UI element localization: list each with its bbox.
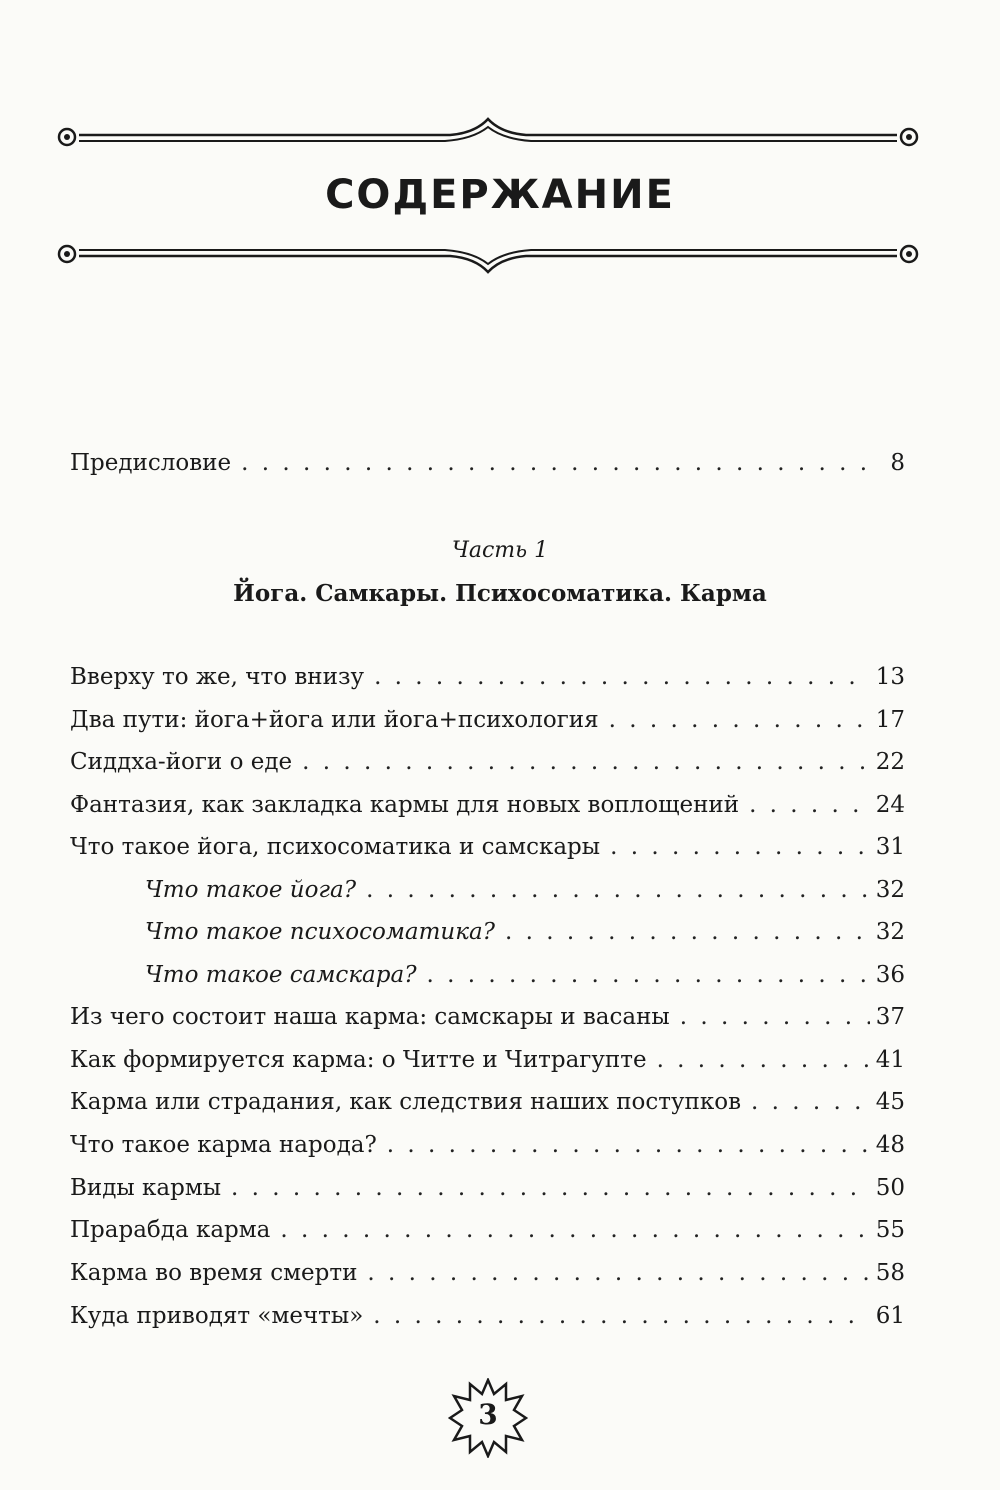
dot-leader <box>302 749 870 775</box>
toc-entry[interactable] <box>70 1089 905 1125</box>
toc-entry-label: Вверху то же, что внизу <box>70 664 365 690</box>
dot-leader <box>367 1260 869 1286</box>
toc-entry[interactable] <box>70 1047 905 1083</box>
toc-page-number: 58 <box>875 1260 905 1286</box>
part-title: Йога. Самкары. Психосоматика. Карма <box>233 580 767 607</box>
toc-entry[interactable] <box>70 792 905 828</box>
dot-leader <box>751 1089 870 1115</box>
toc-entry[interactable] <box>70 664 905 700</box>
toc-page-number: 41 <box>875 1047 905 1073</box>
toc-subentry[interactable] <box>145 962 905 998</box>
toc-page-number: 48 <box>875 1132 905 1158</box>
toc-entry-label: Виды кармы <box>70 1175 222 1201</box>
toc-page-number: 55 <box>875 1217 905 1243</box>
toc-entry-label: Предисловие <box>70 450 232 476</box>
toc-entry-label: Что такое карма народа? <box>70 1132 377 1158</box>
toc-page-number: 24 <box>875 792 905 818</box>
toc-entry[interactable] <box>70 1132 905 1168</box>
toc-page-number: 61 <box>875 1303 905 1329</box>
toc-entry-label: Что такое психосоматика? <box>145 919 496 945</box>
toc-entry-label: Два пути: йога+йога или йога+психология <box>70 707 599 733</box>
dot-leader <box>610 834 870 860</box>
toc-entry-label: Что такое йога, психосоматика и самскары <box>70 834 601 860</box>
dot-leader <box>387 1132 870 1158</box>
dot-leader <box>373 1303 869 1329</box>
toc-page-number: 32 <box>875 877 905 903</box>
toc-entry[interactable] <box>70 1175 905 1211</box>
toc-entry[interactable] <box>70 749 905 785</box>
toc-entry-label: Что такое йога? <box>145 877 357 903</box>
toc-subentry[interactable] <box>145 919 905 955</box>
toc-entry-label: Куда приводят «мечты» <box>70 1303 364 1329</box>
toc-page-number: 13 <box>875 664 905 690</box>
toc-entry[interactable] <box>70 1303 905 1339</box>
dot-leader <box>609 707 870 733</box>
toc-page-number: 32 <box>875 919 905 945</box>
toc-subentry[interactable] <box>145 877 905 913</box>
toc-entry-label: Карма во время смерти <box>70 1260 358 1286</box>
part-label: Часть 1 <box>451 538 549 563</box>
dot-leader <box>374 664 870 690</box>
dot-leader <box>657 1047 870 1073</box>
toc-entry[interactable] <box>70 1260 905 1296</box>
toc-entry[interactable] <box>70 834 905 870</box>
toc-page-number: 45 <box>875 1089 905 1115</box>
toc-entry-label: Сиддха-йоги о еде <box>70 749 293 775</box>
toc-entry-label: Прарабда карма <box>70 1217 271 1243</box>
dot-leader <box>680 1004 870 1030</box>
top-ornament <box>55 115 921 151</box>
dot-leader <box>505 919 870 945</box>
toc-entry-label: Карма или страдания, как следствия наших поступков <box>70 1089 742 1115</box>
toc-entry-preface[interactable] <box>70 450 905 486</box>
toc-page-number: 8 <box>890 450 905 476</box>
bottom-ornament <box>55 240 921 276</box>
toc-page-number: 50 <box>875 1175 905 1201</box>
dot-leader <box>231 1175 870 1201</box>
toc-entry[interactable] <box>70 1217 905 1253</box>
dot-leader <box>280 1217 869 1243</box>
toc-entry-label: Фантазия, как закладка кармы для новых воплощений <box>70 792 740 818</box>
dot-leader <box>366 877 870 903</box>
dot-leader <box>749 792 870 818</box>
toc-page-number: 17 <box>875 707 905 733</box>
page-number: 3 <box>478 1398 498 1431</box>
toc-page-number: 22 <box>875 749 905 775</box>
toc-page-number: 31 <box>875 834 905 860</box>
toc-entry[interactable] <box>70 1004 905 1040</box>
toc-page-number: 37 <box>875 1004 905 1030</box>
toc-page-number: 36 <box>875 962 905 988</box>
toc-entry[interactable] <box>70 707 905 743</box>
page-title: СОДЕРЖАНИЕ <box>325 172 675 218</box>
toc-entry-label: Как формируется карма: о Читте и Читрагупте <box>70 1047 647 1073</box>
dot-leader <box>241 450 871 476</box>
toc-entry-label: Что такое самскара? <box>145 962 417 988</box>
dot-leader <box>427 962 870 988</box>
toc-entry-label: Из чего состоит наша карма: самскары и васаны <box>70 1004 670 1030</box>
